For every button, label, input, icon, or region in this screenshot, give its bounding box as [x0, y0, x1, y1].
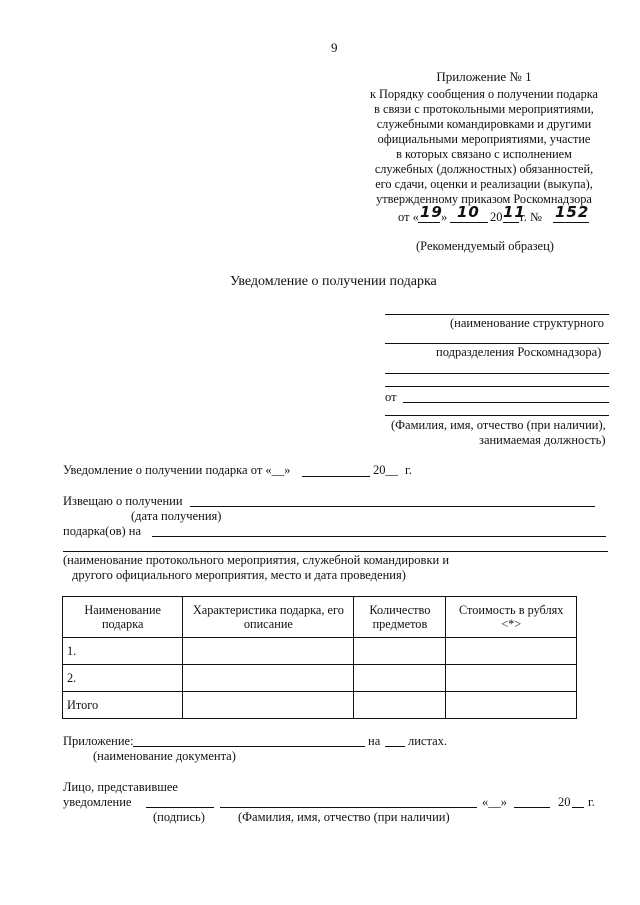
- signature-year-suffix: г.: [588, 795, 595, 809]
- table-cell: [183, 665, 354, 692]
- attachment-caption: (наименование документа): [93, 749, 236, 763]
- appendix-title: Приложение № 1: [436, 69, 532, 84]
- attachment-sheets: листах.: [408, 734, 448, 748]
- page-number: 9: [331, 40, 338, 55]
- signature-month-line: [514, 807, 550, 808]
- order-month: 10: [457, 203, 480, 221]
- signature-year-line: [572, 807, 584, 808]
- header-cost: Стоимость в рублях <*>: [446, 597, 577, 638]
- table-cell: [354, 638, 446, 665]
- order-year-suffix: г. №: [520, 210, 542, 224]
- attachment-line: [133, 746, 365, 747]
- table-header-row: [63, 597, 577, 638]
- gift-table: [62, 596, 577, 719]
- sheets-line: [385, 746, 405, 747]
- attachment-on: на: [368, 734, 381, 748]
- table-cell: Итого: [63, 692, 183, 719]
- appendix-line: служебными командировками и другими: [376, 117, 592, 131]
- table-row-total: [63, 692, 577, 719]
- event-line: [152, 536, 606, 537]
- recipient-line: [385, 314, 609, 315]
- header-gift-name: Наименование подарка: [63, 597, 183, 638]
- appendix-line: его сдачи, оценки и реализации (выкупа),: [375, 177, 593, 191]
- signature-year: 20: [558, 795, 571, 809]
- signature-label: Лицо, представившее: [63, 780, 178, 794]
- order-year: 11: [503, 203, 526, 221]
- header-description: Характеристика подарка, его описание: [183, 597, 354, 638]
- appendix-line: к Порядку сообщения о получении подарка: [369, 87, 598, 101]
- table-row: [63, 665, 577, 692]
- sender-line: [403, 402, 609, 403]
- table-cell: [446, 665, 577, 692]
- inform-caption: (дата получения): [131, 509, 222, 523]
- inform-line: [190, 506, 595, 507]
- event-caption: (наименование протокольного мероприятия, служебной командировки и: [63, 553, 450, 567]
- gift-label: подарка(ов) на: [63, 524, 142, 538]
- appendix-line: официальными мероприятиями, участие: [377, 132, 591, 146]
- name-caption: (Фамилия, имя, отчество (при наличии): [238, 810, 450, 824]
- table-cell: [446, 692, 577, 719]
- recipient-line: [385, 343, 609, 344]
- appendix-line: в которых связано с исполнением: [396, 147, 572, 161]
- name-line: [220, 807, 477, 808]
- notice-date-label: Уведомление о получении подарка от «__»: [63, 463, 291, 477]
- recipient-line: [385, 386, 609, 387]
- order-year-prefix: 20: [490, 210, 503, 224]
- appendix-line: утвержденному приказом Роскомнадзора: [376, 192, 592, 206]
- appendix-line: в связи с протокольными мероприятиями,: [374, 102, 594, 116]
- table-cell: [354, 665, 446, 692]
- table-cell: [354, 692, 446, 719]
- table-cell: [446, 638, 577, 665]
- sample-note: (Рекомендуемый образец): [416, 239, 554, 253]
- order-prefix: от «: [398, 210, 419, 224]
- from-label: от: [385, 390, 397, 404]
- header-quantity: Количество предметов: [354, 597, 446, 638]
- signature-date: «__»: [482, 795, 507, 809]
- table-row: [63, 638, 577, 665]
- table-cell: [183, 692, 354, 719]
- table-cell: [183, 638, 354, 665]
- table-cell: 1.: [63, 638, 183, 665]
- notice-month-line: [302, 476, 370, 477]
- appendix-line: служебных (должностных) обязанностей,: [374, 162, 594, 176]
- sender-line: [385, 415, 609, 416]
- inform-label: Извещаю о получении: [63, 494, 183, 508]
- order-number: 152: [555, 203, 590, 221]
- attachment-label: Приложение:: [63, 734, 134, 748]
- event-caption: другого официального мероприятия, место и дата проведения): [72, 568, 406, 582]
- recipient-caption: подразделения Роскомнадзора): [436, 345, 602, 359]
- event-line: [63, 551, 608, 552]
- notice-year-suffix: г.: [405, 463, 412, 477]
- sender-caption: занимаемая должность): [479, 433, 606, 447]
- sign-caption: (подпись): [153, 810, 205, 824]
- sender-caption: (Фамилия, имя, отчество (при наличии),: [391, 418, 606, 432]
- order-sep: »: [441, 210, 448, 224]
- table-cell: 2.: [63, 665, 183, 692]
- recipient-caption: (наименование структурного: [450, 316, 605, 330]
- recipient-line: [385, 373, 609, 374]
- signature-label: уведомление: [63, 795, 132, 809]
- signature-line: [146, 807, 214, 808]
- document-title: Уведомление о получении подарка: [230, 274, 437, 289]
- notice-year: 20__: [373, 463, 398, 477]
- order-day: 19: [420, 203, 443, 221]
